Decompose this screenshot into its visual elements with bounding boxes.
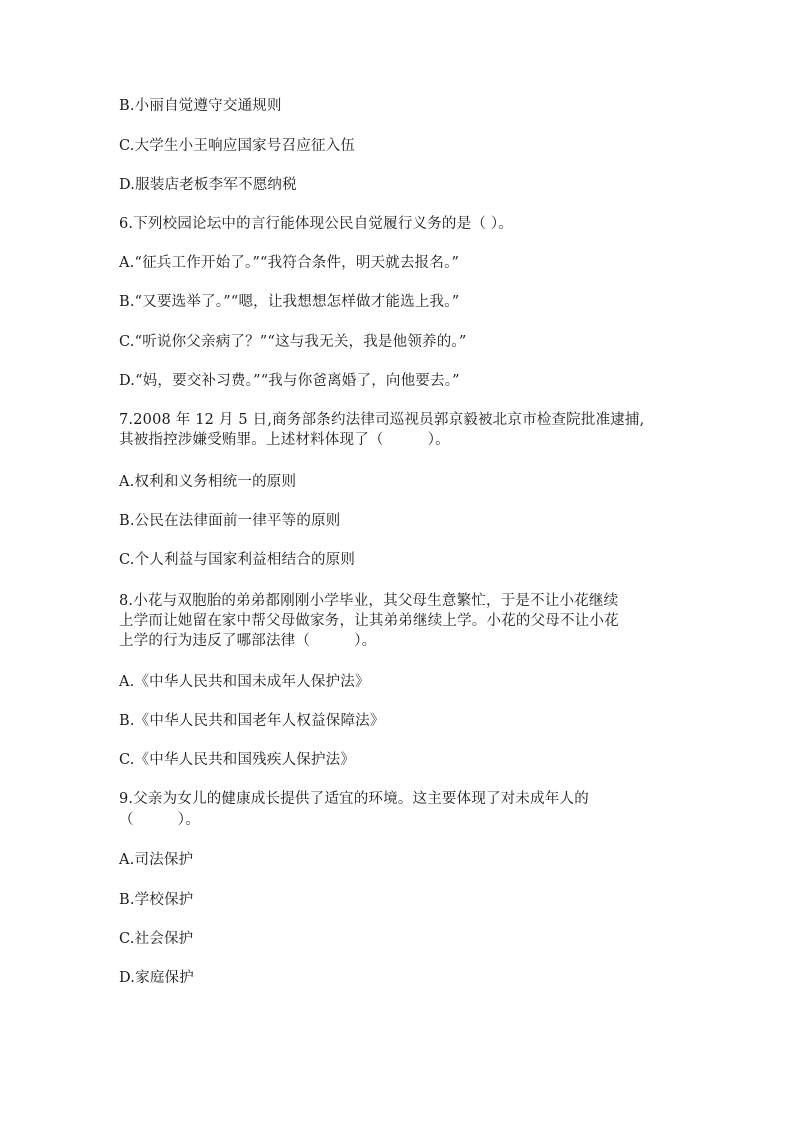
q9-option-c: C.社会保护 [119,931,194,947]
q9-option-b: B.学校保护 [119,892,194,908]
q9-option-a: A.司法保护 [119,852,194,868]
q8-stem-line1: 8.小花与双胞胎的弟弟都刚刚小学毕业，其父母生意繁忙，于是不让小花继续 [119,593,619,609]
q6-option-b: B.“又要选举了。”“嗯，让我想想怎样做才能选上我。” [119,294,460,310]
q7-stem-line2: 其被指控涉嫌受贿罪。上述材料体现了（ ）。 [119,432,450,448]
q7-option-a: A.权利和义务相统一的原则 [119,474,297,490]
q8-option-b: B.《中华人民共和国老年人权益保障法》 [119,713,385,729]
q5-option-b: B.小丽自觉遵守交通规则 [119,98,282,114]
q5-option-d: D.服装店老板李军不愿纳税 [119,177,297,193]
q8-stem-line2: 上学而让她留在家中帮父母做家务，让其弟弟继续上学。小花的父母不让小花 [119,613,619,629]
q8-stem-line3: 上学的行为违反了哪部法律（ ）。 [119,633,377,649]
q7-stem-line1: 7.2008 年 12 月 5 日,商务部条约法律司巡视员郭京毅被北京市检查院批准逮捕, [119,412,645,428]
q7-option-b: B.公民在法律面前一律平等的原则 [119,513,341,529]
q8-option-c: C.《中华人民共和国残疾人保护法》 [119,752,356,768]
q5-option-c: C.大学生小王响应国家号召应征入伍 [119,138,356,154]
q6-option-c: C.“听说你父亲病了？”“这与我无关，我是他领养的。” [119,334,467,350]
q6-option-a: A.“征兵工作开始了。”“我符合条件，明天就去报名。” [119,255,460,271]
q9-stem-line1: 9.父亲为女儿的健康成长提供了适宜的环境。这主要体现了对未成年人的 [119,791,589,807]
q6-option-d: D.“妈，要交补习费。”“我与你爸离婚了，向他要去。” [119,373,460,389]
q7-option-c: C.个人利益与国家利益相结合的原则 [119,552,356,568]
q6-stem: 6.下列校园论坛中的言行能体现公民自觉履行义务的是（ ）。 [119,216,513,232]
q9-option-d: D.家庭保护 [119,970,194,986]
q9-stem-line2: （ ）。 [119,812,200,828]
q8-option-a: A.《中华人民共和国未成年人保护法》 [119,674,370,690]
